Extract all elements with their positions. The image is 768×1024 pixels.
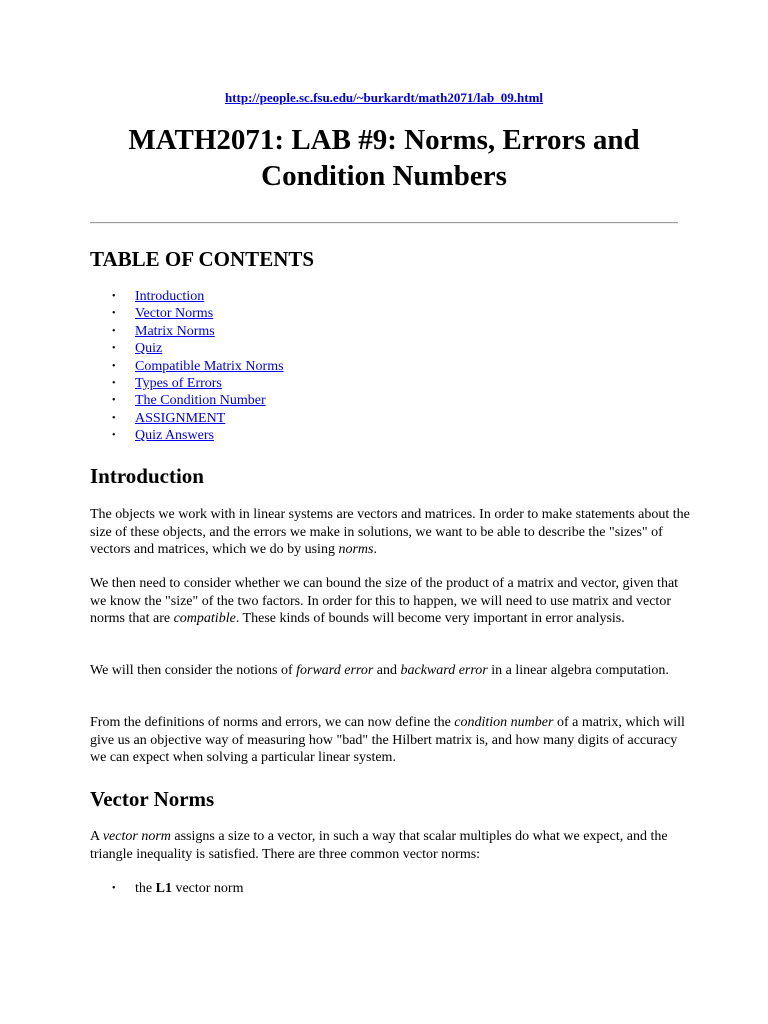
toc-list xyxy=(90,288,284,445)
toc-item-introduction xyxy=(90,288,284,305)
toc-item-types-of-errors xyxy=(90,375,284,392)
page-title-line2: Condition Numbers xyxy=(261,160,507,192)
text-span: . These kinds of bounds will become very important in error analysis. xyxy=(235,611,625,626)
vector-norms-heading: Vector Norms xyxy=(90,787,215,811)
toc-link-quiz-answers[interactable]: Quiz Answers xyxy=(135,428,214,444)
bullet-icon: • xyxy=(112,308,116,320)
toc-link-vector-norms[interactable]: Vector Norms xyxy=(135,306,214,322)
bullet-icon: • xyxy=(112,883,116,894)
introduction-paragraph-2 xyxy=(90,575,690,628)
bullet-icon: • xyxy=(112,395,116,407)
introduction-heading: Introduction xyxy=(90,464,204,488)
toc-item-vector-norms xyxy=(90,305,284,322)
bullet-icon: • xyxy=(112,360,116,372)
text-span: and xyxy=(373,663,401,678)
text-span: of a matrix, which will give us an objective way of measuring how "bad" the Hilbert matrix is, and how many digits of accuracy we can expect when solving a particular linear system. xyxy=(90,715,685,765)
toc-item-quiz-answers xyxy=(90,427,284,444)
horizontal-rule xyxy=(90,222,678,224)
toc-item-matrix-norms xyxy=(90,323,284,340)
emphasis-text: norms xyxy=(338,542,374,557)
bullet-icon: • xyxy=(112,291,116,302)
text-span: vector norm xyxy=(171,881,244,896)
bold-text: L1 xyxy=(155,881,172,896)
bullet-icon: • xyxy=(112,412,116,424)
vector-norm-list-item xyxy=(90,880,243,898)
introduction-paragraph-1 xyxy=(90,506,690,559)
introduction-paragraph-4 xyxy=(90,714,690,767)
text-span: We will then consider the notions of xyxy=(90,663,297,678)
toc-item-condition-number xyxy=(90,392,284,409)
bullet-icon: • xyxy=(112,325,116,337)
text-span: The objects we work with in linear systems are vectors and matrices. In order to make statements about the size of these objects, and the errors we make in solutions, we want to be able to describe the "sizes" of vectors and matrices, which we do by using xyxy=(90,507,690,557)
toc-item-assignment xyxy=(90,410,284,427)
toc-link-matrix-norms[interactable]: Matrix Norms xyxy=(135,323,215,339)
toc-item-compatible-matrix-norms xyxy=(90,358,284,375)
toc-link-assignment[interactable]: ASSIGNMENT xyxy=(135,410,226,426)
text-span: We then need to consider whether we can bound the size of the product of a matrix and vector, given that we know the "size" of the two factors. In order for this to happen, we will need to use matrix and vector norms that are xyxy=(90,576,679,626)
text-span: . xyxy=(373,542,377,557)
vector-norms-paragraph-1 xyxy=(90,828,690,863)
toc-item-quiz xyxy=(90,340,284,357)
emphasis-text: condition number xyxy=(454,715,554,730)
toc-link-compatible-matrix-norms[interactable]: Compatible Matrix Norms xyxy=(135,358,284,374)
page-title xyxy=(90,122,678,194)
toc-heading: TABLE OF CONTENTS xyxy=(90,247,315,271)
emphasis-text: forward error xyxy=(296,663,374,678)
emphasis-text: backward error xyxy=(400,663,488,678)
source-url-link[interactable]: http://people.sc.fsu.edu/~burkardt/math2071/lab_09.html xyxy=(224,90,544,105)
text-span: assigns a size to a vector, in such a way that scalar multiples do what we expect, and the triangle inequality is satisfied. There are three common vector norms: xyxy=(90,829,668,862)
text-span: in a linear algebra computation. xyxy=(487,663,669,678)
text-span: A xyxy=(90,829,103,844)
text-span: From the definitions of norms and errors, we can now define the xyxy=(90,715,455,730)
bullet-icon: • xyxy=(112,343,116,355)
source-url xyxy=(0,89,768,107)
bullet-icon: • xyxy=(112,377,116,389)
toc-link-condition-number[interactable]: The Condition Number xyxy=(135,393,266,409)
introduction-paragraph-3 xyxy=(90,662,690,680)
bullet-icon: • xyxy=(112,430,116,442)
toc-link-introduction[interactable]: Introduction xyxy=(135,289,205,304)
page-title-line1: MATH2071: LAB #9: Norms, Errors and xyxy=(128,124,640,156)
emphasis-text: compatible xyxy=(173,611,236,626)
toc-link-types-of-errors[interactable]: Types of Errors xyxy=(135,375,222,391)
emphasis-text: vector norm xyxy=(102,829,171,844)
text-span: the xyxy=(135,881,156,896)
toc-link-quiz[interactable]: Quiz xyxy=(135,341,163,357)
